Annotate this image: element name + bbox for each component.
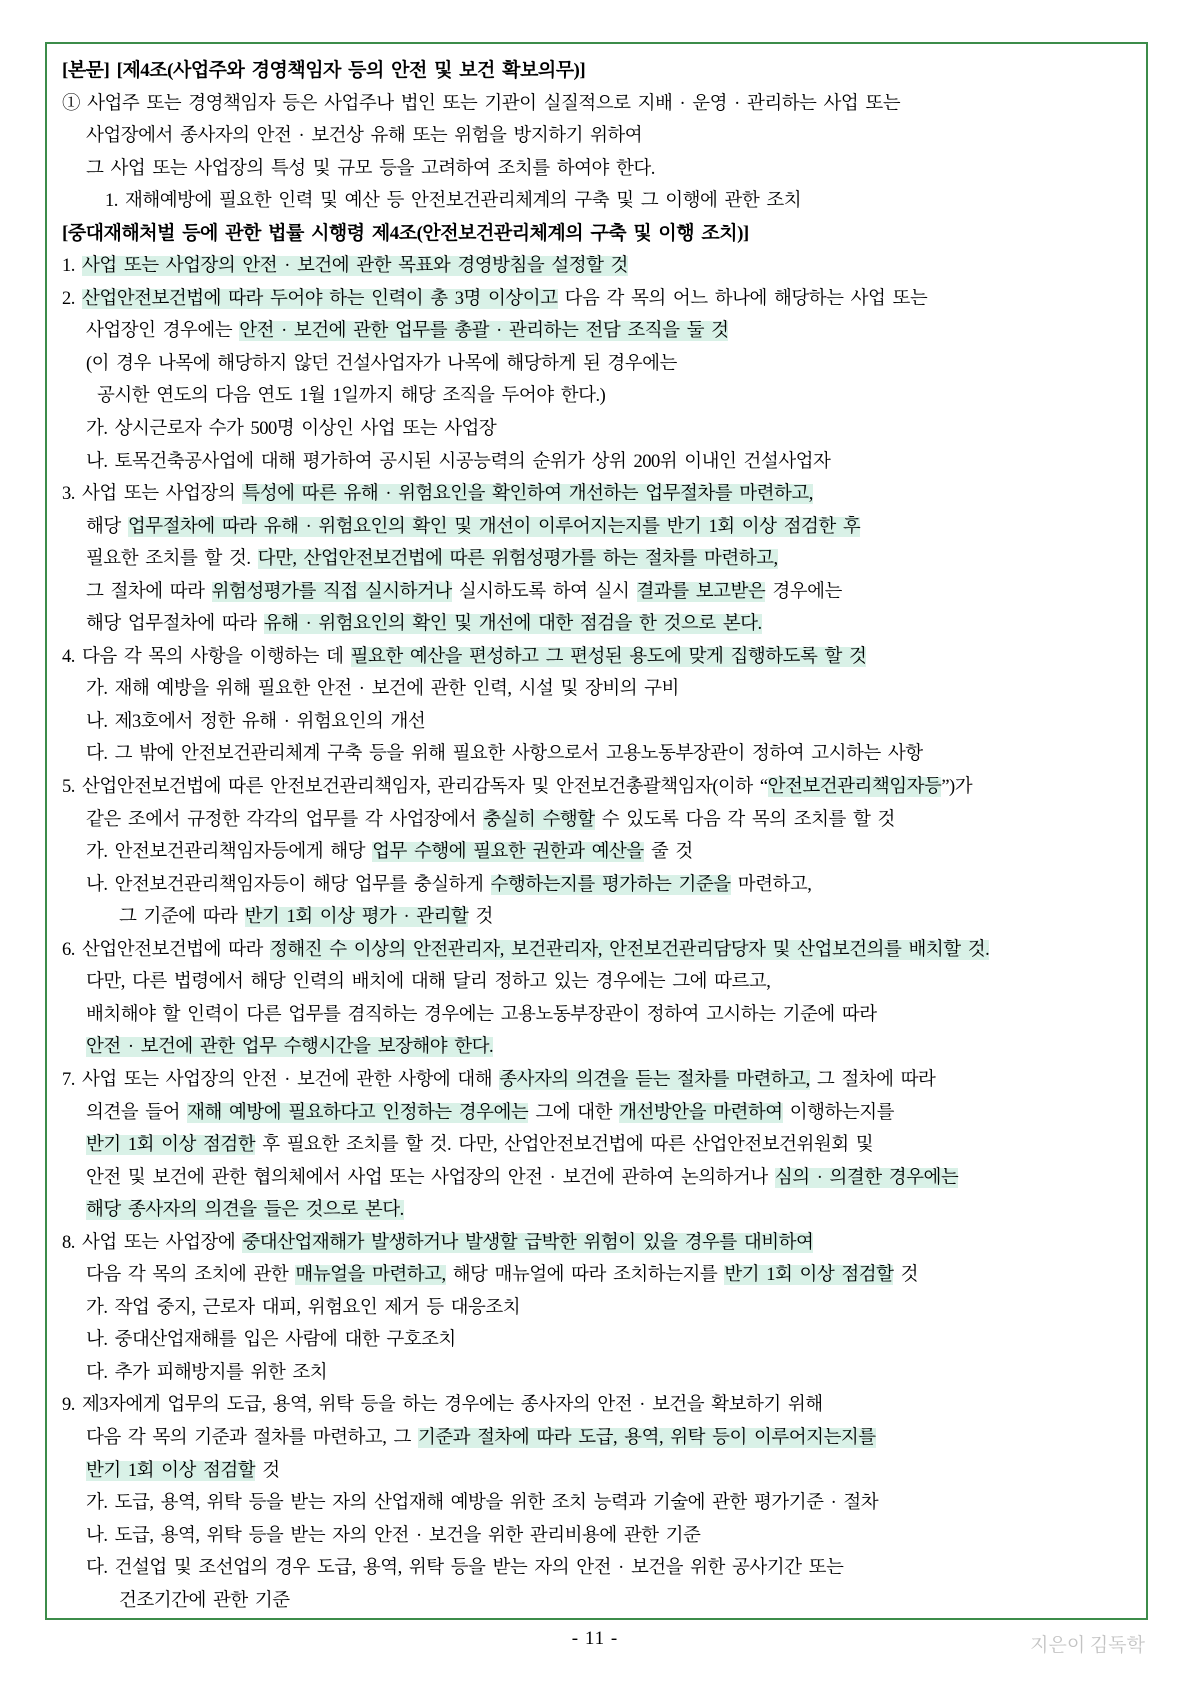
plain-text: 건조기간에 관한 기준 bbox=[119, 1590, 290, 1611]
doc-line bbox=[62, 120, 1132, 153]
doc-line bbox=[62, 511, 1132, 544]
plain-text: 7. 사업 또는 사업장의 안전 · 보건에 관한 사항에 대해 bbox=[62, 1069, 500, 1090]
plain-text: 다음 각 목의 어느 하나에 해당하는 사업 또는 bbox=[557, 288, 928, 309]
doc-line bbox=[62, 153, 1132, 186]
highlighted-text: 안전 · 보건에 관한 업무 수행시간을 보장해야 한다. bbox=[86, 1037, 494, 1058]
highlighted-text: 사업 또는 사업장의 안전 · 보건에 관한 목표와 경영방침을 설정할 것 bbox=[82, 256, 628, 277]
plain-text: 가. 작업 중지, 근로자 대피, 위험요인 제거 등 대응조치 bbox=[86, 1297, 521, 1318]
doc-line bbox=[62, 901, 1132, 934]
doc-line bbox=[62, 836, 1132, 869]
doc-line bbox=[62, 1422, 1132, 1455]
highlighted-text: 산업안전보건법에 따라 두어야 하는 인력이 총 3명 이상이고 bbox=[82, 288, 558, 309]
highlighted-text: 특성에 따른 유해 · 위험요인을 확인하여 개선하는 업무절차를 마련하고, bbox=[242, 484, 813, 505]
doc-line bbox=[62, 804, 1132, 837]
highlighted-text: 반기 1회 이상 점검할 bbox=[86, 1460, 256, 1481]
plain-text: 수 있도록 다음 각 목의 조치를 할 것 bbox=[594, 809, 895, 830]
plain-text: 의견을 들어 bbox=[86, 1102, 188, 1123]
plain-text: 사업장인 경우에는 bbox=[86, 321, 240, 342]
plain-text: 배치해야 할 인력이 다른 업무를 겸직하는 경우에는 고용노동부장관이 정하여 고시하는 기준에 따라 bbox=[86, 1004, 877, 1025]
highlighted-text: 수행하는지를 평가하는 기준을 bbox=[490, 874, 731, 895]
plain-text: 가. 도급, 용역, 위탁 등을 받는 자의 산업재해 예방을 위한 조치 능력과 기술에 관한 평가기준 · 절차 bbox=[86, 1493, 879, 1514]
doc-line bbox=[62, 1129, 1132, 1162]
doc-line bbox=[62, 999, 1132, 1032]
doc-line bbox=[62, 1487, 1132, 1520]
highlighted-text: 유해 · 위험요인의 확인 및 개선에 대한 점검을 한 것으로 본다. bbox=[263, 614, 762, 635]
doc-line bbox=[62, 1097, 1132, 1130]
plain-text: 다. 추가 피해방지를 위한 조치 bbox=[86, 1362, 328, 1383]
plain-text: 실시하도록 하여 실시 bbox=[451, 581, 637, 602]
plain-text: 2. bbox=[62, 288, 82, 309]
highlighted-text: 종사자의 의견을 듣는 절차를 마련하고, bbox=[499, 1069, 810, 1090]
document-body bbox=[62, 55, 1132, 1617]
doc-line bbox=[62, 446, 1132, 479]
highlighted-text: 안전보건관리책임자등 bbox=[767, 777, 942, 798]
plain-text: 나. 토목건축공사업에 대해 평가하여 공시된 시공능력의 순위가 상위 200위 이내인 건설사업자 bbox=[86, 451, 831, 472]
doc-line bbox=[62, 55, 1132, 88]
doc-line bbox=[62, 1064, 1132, 1097]
doc-line bbox=[62, 1520, 1132, 1553]
highlighted-text: 필요한 예산을 편성하고 그 편성된 용도에 맞게 집행하도록 할 것 bbox=[350, 646, 867, 667]
plain-text: 그 사업 또는 사업장의 특성 및 규모 등을 고려하여 조치를 하여야 한다. bbox=[86, 158, 655, 179]
doc-line bbox=[62, 1324, 1132, 1357]
plain-text: 그에 대한 bbox=[528, 1102, 620, 1123]
document-border-box bbox=[45, 42, 1148, 1620]
doc-line bbox=[62, 315, 1132, 348]
plain-text: 3. 사업 또는 사업장의 bbox=[62, 484, 243, 505]
doc-line bbox=[62, 1455, 1132, 1488]
highlighted-text: 반기 1회 이상 점검한 bbox=[86, 1135, 256, 1156]
highlighted-text: 업무절차에 따라 유해 · 위험요인의 확인 및 개선이 이루어지는지를 반기 1회 이상 점검한 후 bbox=[127, 516, 861, 537]
doc-line bbox=[62, 380, 1132, 413]
plain-text: 해당 bbox=[86, 516, 128, 537]
plain-text: 해당 매뉴얼에 따라 조치하는지를 bbox=[445, 1265, 725, 1286]
plain-text: 8. 사업 또는 사업장에 bbox=[62, 1232, 243, 1253]
highlighted-text: 다만, 산업안전보건법에 따른 위험성평가를 하는 절차를 마련하고, bbox=[257, 549, 778, 570]
highlighted-text: 심의 · 의결한 경우에는 bbox=[774, 1167, 959, 1188]
plain-text: 사업장에서 종사자의 안전 · 보건상 유해 또는 위험을 방지하기 위하여 bbox=[86, 126, 643, 147]
plain-text: 9. 제3자에게 업무의 도급, 용역, 위탁 등을 하는 경우에는 종사자의 안전 · 보건을 확보하기 위해 bbox=[62, 1395, 823, 1416]
plain-text: 나. 제3호에서 정한 유해 · 위험요인의 개선 bbox=[86, 711, 426, 732]
doc-line bbox=[62, 673, 1132, 706]
highlighted-text: 중대산업재해가 발생하거나 발생할 급박한 위험이 있을 경우를 대비하여 bbox=[242, 1232, 814, 1253]
highlighted-text: 개선방안을 마련하여 bbox=[619, 1102, 783, 1123]
plain-text: 다음 각 목의 조치에 관한 bbox=[86, 1265, 296, 1286]
highlighted-text: 결과를 보고받은 bbox=[636, 581, 766, 602]
plain-text: 후 필요한 조치를 할 것. 다만, 산업안전보건법에 따른 산업안전보건위원회 및 bbox=[255, 1135, 874, 1156]
plain-text: 것 bbox=[893, 1265, 918, 1286]
doc-line bbox=[62, 1292, 1132, 1325]
plain-text: 5. 산업안전보건법에 따른 안전보건관리책임자, 관리감독자 및 안전보건총괄책임자(이하 “ bbox=[62, 777, 768, 798]
plain-text: 다. 건설업 및 조선업의 경우 도급, 용역, 위탁 등을 받는 자의 안전 · 보건을 위한 공사기간 또는 bbox=[86, 1558, 844, 1579]
plain-text: [중대재해처벌 등에 관한 법률 시행령 제4조(안전보건관리체계의 구축 및 이행 조치)] bbox=[62, 222, 749, 244]
plain-text: 1. bbox=[62, 256, 82, 277]
plain-text: ① 사업주 또는 경영책임자 등은 사업주나 법인 또는 기관이 실질적으로 지배 · 운영 · 관리하는 사업 또는 bbox=[62, 93, 901, 114]
plain-text: 안전 및 보건에 관한 협의체에서 사업 또는 사업장의 안전 · 보건에 관하여 논의하거나 bbox=[86, 1167, 775, 1188]
doc-line bbox=[62, 348, 1132, 381]
doc-line bbox=[62, 1259, 1132, 1292]
highlighted-text: 업무 수행에 필요한 권한과 예산을 bbox=[372, 842, 644, 863]
doc-line bbox=[62, 478, 1132, 511]
highlighted-text: 위험성평가를 직접 실시하거나 bbox=[211, 581, 452, 602]
plain-text: 가. 안전보건관리책임자등에게 해당 bbox=[86, 842, 373, 863]
plain-text: 줄 것 bbox=[643, 842, 693, 863]
plain-text: 공시한 연도의 다음 연도 1월 1일까지 해당 조직을 두어야 한다.) bbox=[97, 386, 606, 407]
plain-text: 것 bbox=[468, 907, 493, 928]
doc-line bbox=[62, 641, 1132, 674]
plain-text: 해당 업무절차에 따라 bbox=[86, 614, 264, 635]
highlighted-text: 매뉴얼을 마련하고, bbox=[295, 1265, 446, 1286]
plain-text: 그 절차에 따라 bbox=[86, 581, 212, 602]
doc-line bbox=[62, 413, 1132, 446]
doc-line bbox=[62, 88, 1132, 121]
doc-line bbox=[62, 771, 1132, 804]
doc-line bbox=[62, 283, 1132, 316]
doc-line bbox=[62, 185, 1132, 218]
highlighted-text: 해당 종사자의 의견을 들은 것으로 본다. bbox=[86, 1200, 404, 1221]
plain-text: 가. 재해 예방을 위해 필요한 안전 · 보건에 관한 인력, 시설 및 장비의 구비 bbox=[86, 679, 679, 700]
doc-line bbox=[62, 738, 1132, 771]
doc-line bbox=[62, 608, 1132, 641]
plain-text: 나. 도급, 용역, 위탁 등을 받는 자의 안전 · 보건을 위한 관리비용에 관한 기준 bbox=[86, 1525, 701, 1546]
plain-text: 이행하는지를 bbox=[782, 1102, 894, 1123]
plain-text: ”)가 bbox=[941, 777, 973, 798]
doc-line bbox=[62, 1162, 1132, 1195]
plain-text: 같은 조에서 규정한 각각의 업무를 각 사업장에서 bbox=[86, 809, 484, 830]
plain-text: [본문] [제4조(사업주와 경영책임자 등의 안전 및 보건 확보의무)] bbox=[62, 60, 586, 81]
doc-line bbox=[62, 869, 1132, 902]
highlighted-text: 안전 · 보건에 관한 업무를 총괄 · 관리하는 전담 조직을 둘 것 bbox=[239, 321, 729, 342]
doc-line bbox=[62, 543, 1132, 576]
plain-text: 6. 산업안전보건법에 따라 bbox=[62, 939, 270, 960]
plain-text: 다음 각 목의 기준과 절차를 마련하고, 그 bbox=[86, 1427, 418, 1448]
highlighted-text: 기준과 절차에 따라 도급, 용역, 위탁 등이 이루어지는지를 bbox=[417, 1427, 876, 1448]
plain-text: 나. 중대산업재해를 입은 사람에 대한 구호조치 bbox=[86, 1330, 456, 1351]
doc-line bbox=[62, 1389, 1132, 1422]
highlighted-text: 충실히 수행할 bbox=[483, 809, 595, 830]
plain-text: 4. 다음 각 목의 사항을 이행하는 데 bbox=[62, 646, 351, 667]
plain-text: 다. 그 밖에 안전보건관리체계 구축 등을 위해 필요한 사항으로서 고용노동부장관이 정하여 고시하는 사항 bbox=[86, 744, 923, 765]
doc-line bbox=[62, 576, 1132, 609]
plain-text: 필요한 조치를 할 것. bbox=[86, 549, 258, 570]
plain-text: 나. 안전보건관리책임자등이 해당 업무를 충실하게 bbox=[86, 874, 491, 895]
author-credit: 지은이 김독학 bbox=[1030, 1635, 1145, 1656]
plain-text: 가. 상시근로자 수가 500명 이상인 사업 또는 사업장 bbox=[86, 419, 497, 440]
highlighted-text: 재해 예방에 필요하다고 인정하는 경우에는 bbox=[187, 1102, 529, 1123]
highlighted-text: 반기 1회 이상 평가 · 관리할 bbox=[244, 907, 469, 928]
doc-line bbox=[62, 1357, 1132, 1390]
doc-line bbox=[62, 706, 1132, 739]
plain-text: 마련하고, bbox=[730, 874, 812, 895]
plain-text: 그 절차에 따라 bbox=[809, 1069, 936, 1090]
doc-line bbox=[62, 1585, 1132, 1618]
plain-text: 그 기준에 따라 bbox=[119, 907, 245, 928]
doc-line bbox=[62, 218, 1132, 251]
doc-line bbox=[62, 1227, 1132, 1260]
doc-line bbox=[62, 250, 1132, 283]
plain-text: 1. 재해예방에 필요한 인력 및 예산 등 안전보건관리체계의 구축 및 그 이행에 관한 조치 bbox=[105, 191, 802, 212]
plain-text: 경우에는 bbox=[765, 581, 842, 602]
doc-line bbox=[62, 1552, 1132, 1585]
plain-text: (이 경우 나목에 해당하지 않던 건설사업자가 나목에 해당하게 된 경우에는 bbox=[86, 353, 677, 374]
doc-line bbox=[62, 934, 1132, 967]
highlighted-text: 정해진 수 이상의 안전관리자, 보건관리자, 안전보건관리담당자 및 산업보건의를 배치할 것. bbox=[269, 939, 990, 960]
doc-line bbox=[62, 1194, 1132, 1227]
plain-text: 다만, 다른 법령에서 해당 인력의 배치에 대해 달리 정하고 있는 경우에는 그에 따르고, bbox=[86, 972, 771, 993]
doc-line bbox=[62, 966, 1132, 999]
plain-text: 것 bbox=[255, 1460, 280, 1481]
doc-line bbox=[62, 1031, 1132, 1064]
page-number: - 11 - bbox=[571, 1628, 619, 1649]
highlighted-text: 반기 1회 이상 점검할 bbox=[724, 1265, 894, 1286]
